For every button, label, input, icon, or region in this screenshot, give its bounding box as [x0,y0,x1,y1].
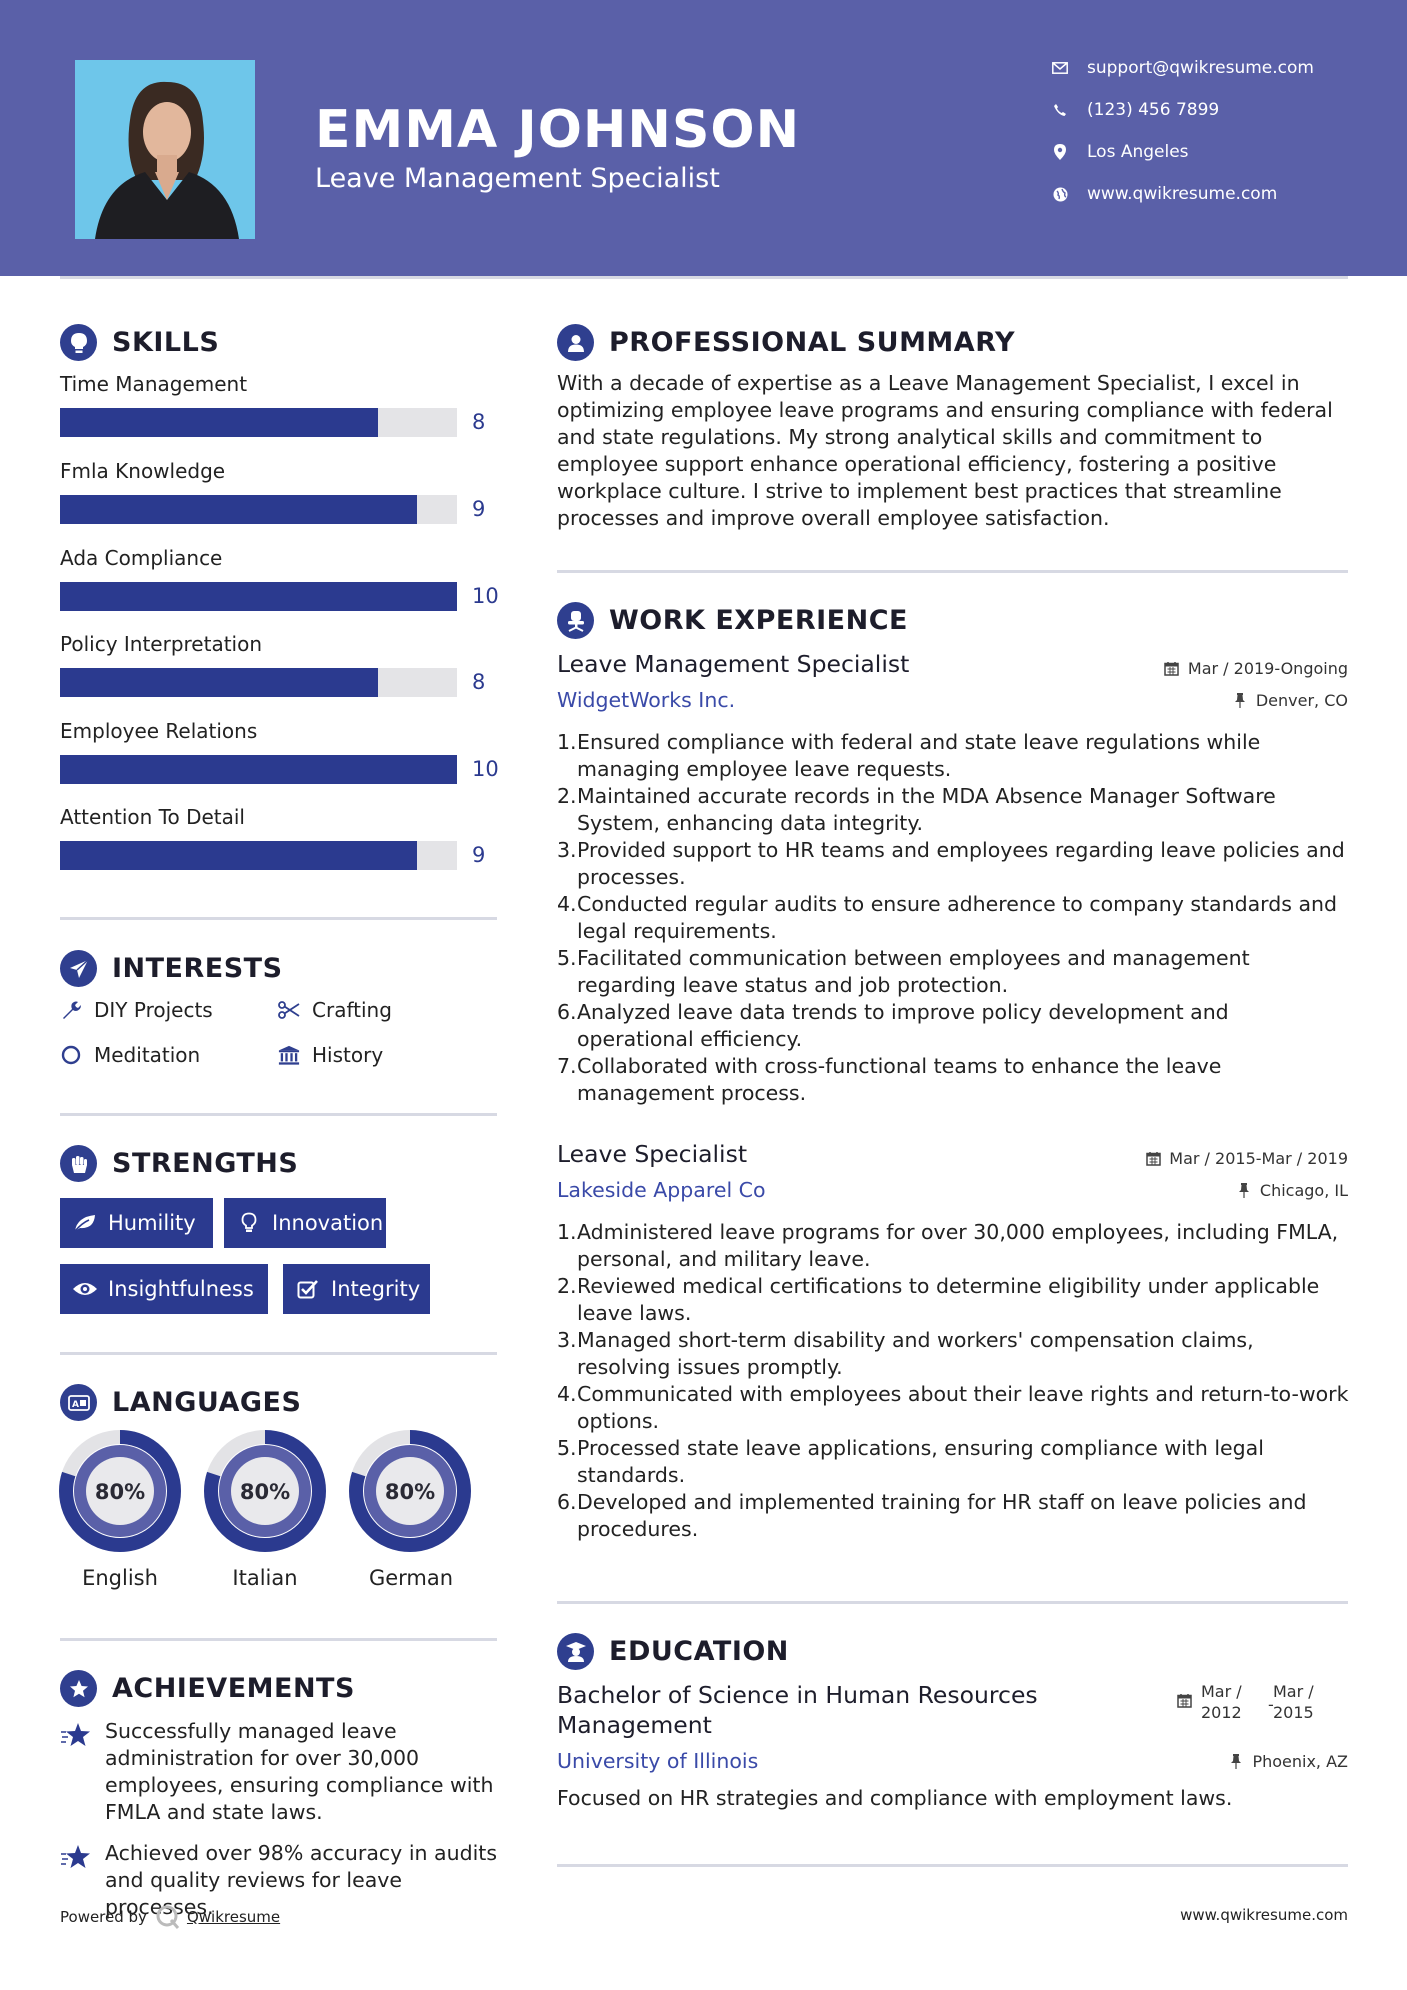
skill-bar-fill [60,408,378,437]
calendar-icon [1164,661,1180,677]
skill-value: 10 [472,757,499,781]
candidate-title: Leave Management Specialist [315,163,720,194]
duty-item: 5. Facilitated communication between employees and management regarding leave status and job protection. [557,945,1349,999]
qwikresume-logo-icon [155,1904,181,1930]
lightbulb-icon [60,324,97,361]
phone-icon [1050,100,1070,120]
graduate-icon [557,1633,594,1670]
strength-badge [224,1198,386,1248]
job-location-text: Denver, CO [1255,691,1348,710]
education-school: University of Illinois [557,1749,759,1773]
skill-bar-fill [60,755,457,784]
duty-text: Developed and implemented training for HR staff on leave policies and procedures. [577,1490,1307,1541]
skill-value: 9 [472,843,486,867]
interest-label: Meditation [94,1043,201,1067]
skill-value: 8 [472,670,486,694]
duty-text: Collaborated with cross-functional teams to enhance the leave management process. [577,1054,1222,1105]
achievements-heading [60,1670,355,1707]
wrench-icon [60,999,82,1021]
summary-heading [557,324,1015,361]
interest-label: Crafting [312,998,392,1022]
language-name: English [82,1566,158,1590]
duty-item: 7. Collaborated with cross-functional teams to enhance the leave management process. [557,1053,1349,1107]
duty-item: 1. Administered leave programs for over 30,000 employees, including FMLA, personal, and military leave. [557,1219,1349,1273]
job-dates [1145,1149,1348,1168]
interest-item [60,1043,200,1067]
language-donut [59,1430,181,1552]
duty-item: 3. Provided support to HR teams and employees regarding leave policies and processes. [557,837,1349,891]
education-degree: Bachelor of Science in Human Resources Management [557,1681,1038,1739]
strength-badge [283,1264,430,1314]
contact-location-text: Los Angeles [1087,142,1189,162]
strength-label: Innovation [272,1211,384,1235]
skill-bar-fill [60,582,457,611]
achievement-item [60,1718,500,1826]
contact-email-text: support@qwikresume.com [1087,58,1314,78]
calendar-icon [1177,1693,1193,1709]
education-location [1228,1752,1348,1771]
footer-powered-by [60,1904,280,1930]
date-separator: - [1268,1695,1274,1714]
duty-text: Provided support to HR teams and employees regarding leave policies and processes. [577,838,1345,889]
language-donut [204,1430,326,1552]
skill-bar-fill [60,495,417,524]
skill-bar [60,668,457,697]
duty-text: Ensured compliance with federal and state leave regulations while managing employee leave requests. [577,730,1261,781]
skill-name: Employee Relations [60,719,258,743]
skill-bar [60,841,457,870]
section-divider [60,1352,497,1355]
strength-label: Insightfulness [108,1277,254,1301]
section-divider [60,1638,497,1641]
languages-title: LANGUAGES [112,1387,302,1418]
donut-percent-label: 80% [384,1480,436,1504]
header-divider [60,276,1348,279]
duty-item: 4. Conducted regular audits to ensure adherence to company standards and legal requirements. [557,891,1349,945]
duty-item: 5. Processed state leave applications, ensuring compliance with legal standards. [557,1435,1349,1489]
strength-label: Humility [108,1211,196,1235]
footer-brand-link[interactable]: Qwikresume [186,1908,281,1926]
skill-name: Time Management [60,372,248,396]
education-title: EDUCATION [609,1636,789,1667]
job-location-text: Chicago, IL [1259,1181,1348,1200]
contact-location [1050,142,1189,162]
strengths-heading [60,1145,298,1182]
duty-item: 4. Communicated with employees about their leave rights and return-to-work options. [557,1382,1349,1433]
skill-bar-fill [60,668,378,697]
eye-icon [72,1278,98,1300]
star-icon [60,1720,93,1750]
language-name: German [368,1566,454,1590]
achievements-title: ACHIEVEMENTS [112,1673,355,1704]
job-location [1236,1181,1348,1200]
contact-phone-text: (123) 456 7899 [1087,100,1220,120]
lightbulb-outline-icon [236,1212,262,1234]
job-dates-text: Mar / 2015-Mar / 2019 [1169,1149,1348,1168]
duty-item: 3. Managed short-term disability and workers' compensation claims, resolving issues promptly. [557,1327,1349,1381]
job-duties [557,729,1349,1107]
raised-fist-icon [60,1145,97,1182]
job-company: Lakeside Apparel Co [557,1178,766,1202]
calendar-icon [1145,1151,1161,1167]
duty-item: 6. Analyzed leave data trends to improve policy development and operational efficiency. [557,999,1349,1053]
duty-item: 1. Ensured compliance with federal and state leave regulations while managing employee leave requests. [557,729,1349,783]
section-divider [557,1601,1348,1604]
achievement-text: Achieved over 98% accuracy in audits and quality reviews for leave processes. [105,1841,498,1919]
language-donut [349,1430,471,1552]
education-description: Focused on HR strategies and compliance with employment laws. [557,1786,1233,1810]
education-end-date: Mar / 2015 [1273,1682,1314,1722]
job-dates-text: Mar / 2019-Ongoing [1187,659,1348,678]
education-location-text: Phoenix, AZ [1252,1752,1348,1771]
duty-item: 2. Reviewed medical certifications to determine eligibility under applicable leave laws. [557,1273,1349,1327]
star-badge-icon [60,1670,97,1707]
pushpin-icon [1228,1754,1244,1770]
contact-website-text: www.qwikresume.com [1087,184,1278,204]
footer-website[interactable]: www.qwikresume.com [1180,1906,1348,1924]
duty-text: Analyzed leave data trends to improve policy development and operational efficiency. [577,1000,1229,1051]
interest-item [278,998,392,1022]
education-start-date: Mar / 2012 [1201,1682,1242,1722]
section-divider [557,570,1348,573]
profile-photo [75,60,255,239]
contact-email[interactable] [1050,58,1314,78]
skill-name: Ada Compliance [60,546,223,570]
summary-title: PROFESSIONAL SUMMARY [609,327,1016,358]
duty-text: Communicated with employees about their leave rights and return-to-work options. [577,1382,1349,1433]
interest-item [278,1043,383,1067]
duty-text: Managed short-term disability and workers' compensation claims, resolving issues promptly. [577,1328,1254,1379]
star-icon [60,1842,93,1872]
skill-name: Policy Interpretation [60,632,263,656]
svg-text:A: A [71,1399,79,1410]
pushpin-icon [1232,693,1248,709]
section-divider [60,1113,497,1116]
skill-bar [60,582,457,611]
bank-icon [278,1044,300,1066]
map-pin-icon [1050,142,1070,162]
checkbox-icon [295,1278,321,1300]
duty-item: 2. Maintained accurate records in the MDA Absence Manager Software System, enhancing data integrity. [557,783,1349,837]
office-chair-icon [557,602,594,639]
skill-bar-fill [60,841,417,870]
duty-text: Conducted regular audits to ensure adherence to company standards and legal requirements. [577,892,1338,943]
donut-percent-label: 80% [94,1480,146,1504]
interests-heading [60,950,283,987]
interests-title: INTERESTS [112,953,283,984]
section-divider [60,917,497,920]
summary-text: With a decade of expertise as a Leave Management Specialist, I excel in optimizing employee leave programs and ensuring compliance with federal and state regulations. My strong analytical skills and commitment to employee support enhance operational efficiency, fostering a positive workplace culture. I strive to implement best practices that streamline processes and improve overall employee satisfaction. [557,371,1333,530]
duty-text: Maintained accurate records in the MDA Absence Manager Software System, enhancing data integrity. [577,784,1276,835]
skill-bar [60,495,457,524]
circle-icon [60,1044,82,1066]
paper-plane-icon [60,950,97,987]
duty-text: Reviewed medical certifications to determine eligibility under applicable leave laws. [577,1274,1320,1325]
duty-text: Facilitated communication between employees and management regarding leave status and job protection. [577,946,1250,997]
duty-text: Administered leave programs for over 30,000 employees, including FMLA, personal, and military leave. [577,1220,1339,1271]
strength-badge [60,1198,213,1248]
candidate-name: EMMA JOHNSON [315,100,801,160]
strengths-title: STRENGTHS [112,1148,299,1179]
user-icon [557,324,594,361]
skill-value: 10 [472,584,499,608]
achievement-text: Successfully managed leave administration for over 30,000 employees, ensuring compliance with FMLA and state laws. [105,1719,494,1824]
experience-title: WORK EXPERIENCE [609,605,908,636]
envelope-icon [1050,58,1070,78]
donut-percent-label: 80% [239,1480,291,1504]
skill-value: 9 [472,497,486,521]
experience-heading [557,602,908,639]
skills-heading [60,324,219,361]
leaf-icon [72,1212,98,1234]
skills-title: SKILLS [112,327,220,358]
interest-label: History [312,1043,384,1067]
section-divider [557,1864,1348,1867]
interest-item [60,998,213,1022]
scissors-icon [278,999,300,1021]
resume-header [0,0,1407,276]
contact-website[interactable] [1050,184,1277,204]
skill-bar [60,755,457,784]
strength-label: Integrity [331,1277,421,1301]
job-location [1232,691,1348,710]
powered-by-label: Powered by [60,1908,147,1926]
skill-bar [60,408,457,437]
skill-value: 8 [472,410,486,434]
duty-text: Processed state leave applications, ensuring compliance with legal standards. [577,1436,1264,1487]
skill-name: Attention To Detail [60,805,245,829]
globe-icon [1050,184,1070,204]
strength-badge [60,1264,268,1314]
skill-name: Fmla Knowledge [60,459,226,483]
education-heading [557,1633,789,1670]
pushpin-icon [1236,1183,1252,1199]
job-duties [557,1219,1349,1543]
languages-heading [60,1384,301,1421]
language-name: Italian [232,1566,298,1590]
job-dates [1164,659,1348,678]
job-role: Leave Specialist [557,1140,748,1168]
job-company: WidgetWorks Inc. [557,688,736,712]
contact-phone[interactable] [1050,100,1219,120]
duty-item: 6. Developed and implemented training for HR staff on leave policies and procedures. [557,1489,1349,1543]
language-card-icon [60,1384,97,1421]
interest-label: DIY Projects [94,998,213,1022]
job-role: Leave Management Specialist [557,650,910,678]
